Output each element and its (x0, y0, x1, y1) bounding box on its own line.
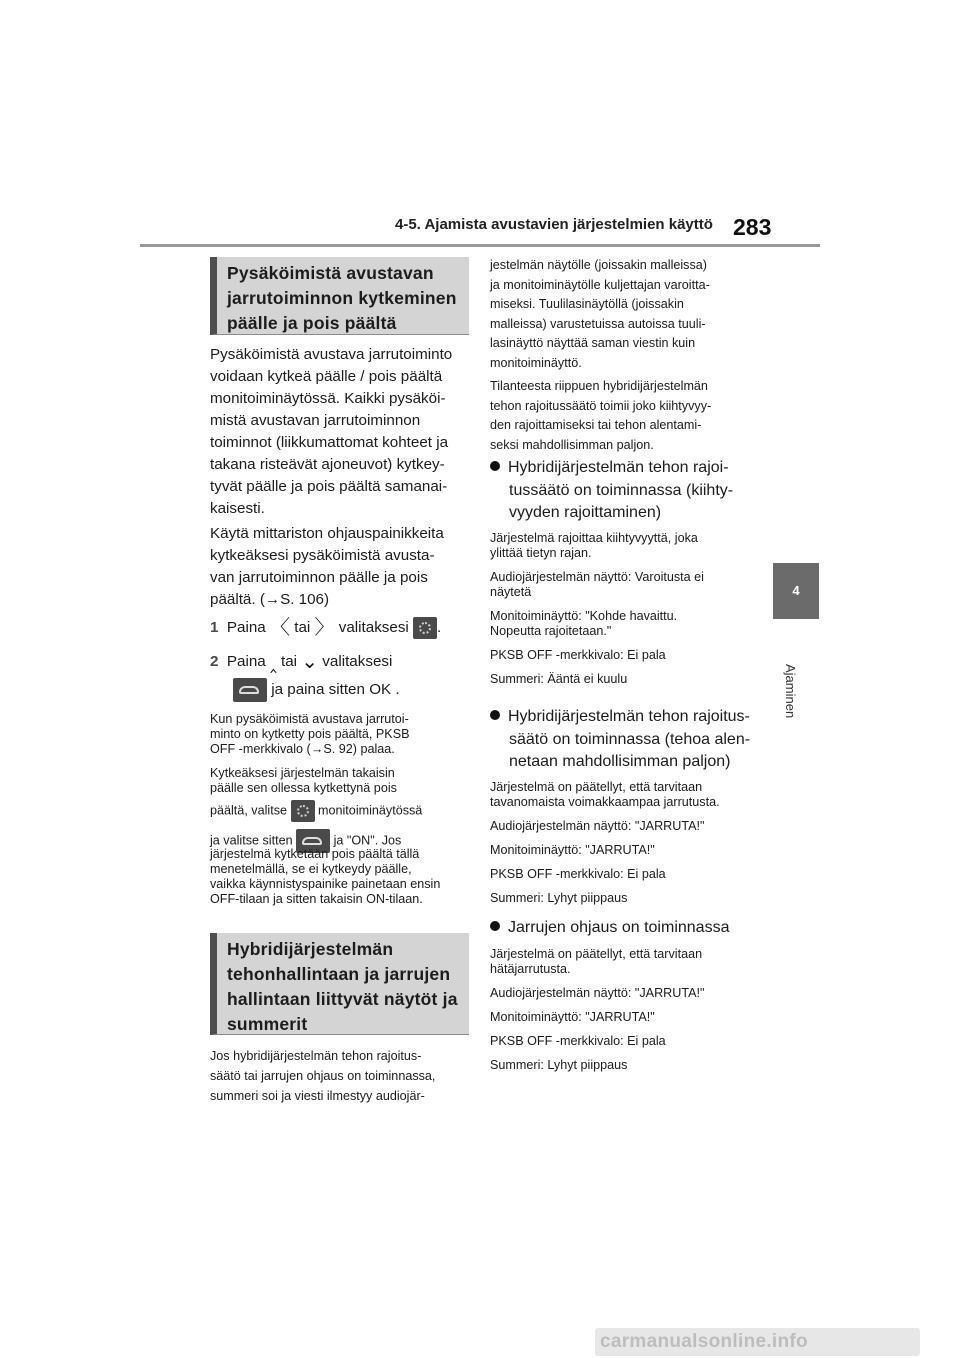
detail-item: Summeri: Lyhyt piippaus (490, 891, 628, 905)
intro-paragraph (210, 344, 472, 520)
text-line: tussäätö on toiminnassa (kiihty- (509, 481, 734, 499)
step-2-continued (233, 678, 473, 702)
text-line: mistä avustavan jarrutoiminnon (210, 412, 421, 429)
text-line: miseksi. Tuulilasinäytöllä (joissakin (490, 297, 684, 311)
heading-line: Hybridijärjestelmän (227, 939, 394, 959)
note-reenable (210, 766, 472, 796)
bullet-2-details (490, 780, 755, 906)
text-line: toiminnot (liikkumattomat kohteet ja (210, 434, 449, 451)
text-line: säätö on toiminnassa (tehoa alen- (509, 730, 751, 748)
text-line: malleissa) varustetuissa autoissa tuuli- (490, 316, 706, 331)
section-heading-parking-brake (210, 257, 469, 335)
chevron-up-icon: ‸ (270, 650, 277, 673)
text-line: hätäjarrutusta. (490, 962, 571, 976)
settings-gear-icon (413, 617, 437, 639)
text-line: Kun pysäköimistä avustava jarrutoi- (210, 712, 409, 726)
continuation-paragraph (490, 256, 755, 373)
step-text: ja paina sitten (271, 681, 365, 699)
text-line: järjestelmä kytketään pois päältä tällä (210, 847, 420, 861)
detail-item: Audiojärjestelmän näyttö: "JARRUTA!" (490, 986, 705, 1000)
text-span: päältä, valitse (210, 803, 288, 818)
text-line: vaikka käynnistyspainike painetaan ensin (210, 877, 441, 891)
chevron-left-icon: 〈 (270, 617, 290, 639)
text-line: Monitoiminäyttö: "Kohde havaittu. (490, 609, 678, 623)
note-reenable-rest (210, 847, 472, 907)
detail-item (490, 531, 755, 561)
text-span: Hybridijärjestelmän tehon rajoi- (508, 459, 729, 476)
text-line: Pysäköimistä avustava jarrutoiminto (210, 346, 453, 363)
text-line: Järjestelmä on päätellyt, että tarvitaan (490, 947, 703, 961)
watermark-text[interactable]: carmanualsonline.info (600, 1331, 808, 1352)
text-line: den rajoittamiseksi tai tehon alentami- (490, 418, 702, 432)
text-line: takana risteävät ajoneuvot) kytkey- (210, 456, 445, 473)
text-line: lasinäyttö näyttää saman viestin kuin (490, 336, 696, 350)
step-text: tai (281, 653, 298, 670)
step-2 (210, 651, 472, 673)
bullet-heading-brake-control (490, 917, 760, 940)
text-line: Järjestelmä on päätellyt, että tarvitaan (490, 780, 703, 794)
step-1 (210, 617, 472, 639)
detail-item: PKSB OFF -merkkivalo: Ei pala (490, 867, 666, 881)
text-line: minto on kytketty pois päältä, PKSB (210, 727, 410, 741)
text-line: OFF-tilaan ja sitten takaisin ON-tilaan. (210, 892, 423, 906)
text-line: vyyden rajoittaminen) (509, 504, 662, 521)
text-line: Käytä mittariston ohjauspainikkeita (210, 525, 444, 542)
text-span: ja valitse sitten (210, 833, 293, 848)
step-text: Paina (226, 653, 266, 670)
text-line: monitoiminäytössä. Kaikki pysäköi- (210, 390, 446, 407)
bullet-3-details (490, 947, 755, 1073)
step-text: . (395, 681, 400, 699)
bullet-icon (490, 461, 500, 471)
heading-line: hallintaan liittyvät näytöt ja (227, 989, 458, 1009)
heading-line: summerit (227, 1014, 308, 1034)
step-number: 1 (210, 619, 219, 637)
header-rule (140, 244, 820, 247)
note-pksb-off (210, 712, 472, 757)
text-line: seksi mahdollisimman paljon. (490, 437, 654, 452)
text-line: OFF -merkkivalo (→S. 92) palaa. (210, 742, 395, 756)
detail-item: Summeri: Lyhyt piippaus (490, 1058, 628, 1072)
text-line: Audiojärjestelmän näyttö: Varoitusta ei (490, 570, 704, 584)
text-line: netaan mahdollisimman paljon) (509, 753, 731, 770)
text-line: kytkeäksesi pysäköimistä avusta- (210, 547, 435, 564)
outro-paragraph (210, 1046, 472, 1106)
detail-item: Monitoiminäyttö: "JARRUTA!" (490, 843, 655, 857)
detail-item: Monitoiminäyttö: "JARRUTA!" (490, 1010, 655, 1024)
text-line: säätö tai jarrujen ohjaus on toiminnassa, (210, 1069, 436, 1083)
text-line: Järjestelmä rajoittaa kiihtyvyyttä, joka (490, 531, 698, 545)
chevron-right-icon: 〉 (314, 617, 335, 639)
text-line: ja monitoiminäytölle kuljettajan varoitta- (490, 277, 710, 292)
detail-item: PKSB OFF -merkkivalo: Ei pala (490, 648, 666, 662)
text-line: van jarrutoiminnon päälle ja pois (210, 569, 428, 586)
text-line: tavanomaista voimakkaampaa jarrutusta. (490, 795, 720, 809)
text-line: Jos hybridijärjestelmän tehon rajoitus- (210, 1049, 422, 1063)
bullet-icon (490, 921, 500, 931)
ok-button-label: OK (369, 681, 392, 699)
bullet-1-details (490, 531, 755, 687)
detail-item (490, 947, 755, 977)
text-line: tehon rajoitussäätö toimii joko kiihtyvyy- (490, 398, 712, 413)
step-text: valitaksesi (322, 653, 393, 670)
text-line: kaisesti. (210, 500, 265, 517)
running-header: 4-5. Ajamista avustavien järjestelmien käyttö (395, 216, 713, 233)
text-line: Nopeutta rajoitetaan." (490, 624, 612, 638)
heading-line: Pysäköimistä avustavan (227, 263, 434, 283)
bullet-icon (490, 710, 500, 720)
bullet-heading-power-reduction (490, 706, 760, 774)
text-line: Kytkeäksesi järjestelmän takaisin (210, 766, 395, 780)
text-span: Hybridijärjestelmän tehon rajoitus- (508, 708, 750, 725)
detail-item (490, 780, 755, 810)
step-text: . (437, 619, 442, 637)
text-line: monitoiminäyttö. (490, 355, 582, 370)
detail-item (490, 609, 755, 639)
detail-item (490, 570, 755, 600)
text-line: päältä. (→S. 106) (210, 591, 330, 608)
text-line: näytetä (490, 585, 532, 599)
step-text: valitaksesi (338, 619, 409, 637)
heading-line: jarrutoiminnon kytkeminen (227, 288, 457, 308)
controls-paragraph (210, 523, 472, 611)
section-heading-hybrid-displays (210, 933, 469, 1035)
text-span: Jarrujen ohjaus on toiminnassa (508, 919, 730, 936)
text-line: ylittää tietyn rajan. (490, 546, 592, 560)
text-line: päälle sen ollessa kytkettynä pois (210, 781, 397, 795)
text-line: summeri soi ja viesti ilmestyy audiojär- (210, 1089, 425, 1103)
text-line: menetelmällä, se ei kytkeydy päälle, (210, 862, 412, 876)
detail-item: Audiojärjestelmän näyttö: "JARRUTA!" (490, 819, 705, 833)
text-line: Tilanteesta riippuen hybridijärjestelmän (490, 379, 708, 393)
heading-line: päälle ja pois päältä (227, 313, 397, 333)
note-reenable-line3 (210, 800, 472, 822)
text-line: jestelmän näytölle (joissakin malleissa) (490, 258, 707, 272)
text-line: voidaan kytkeä päälle / pois päältä (210, 368, 443, 385)
settings-gear-icon (291, 800, 315, 822)
text-span: monitoiminäytössä (318, 803, 423, 818)
car-sensor-icon (233, 678, 267, 702)
detail-item: PKSB OFF -merkkivalo: Ei pala (490, 1034, 666, 1048)
page-number: 283 (733, 214, 772, 240)
step-text: Paina (226, 619, 266, 637)
detail-item: Summeri: Ääntä ei kuulu (490, 672, 628, 686)
text-span: ja "ON". Jos (333, 833, 402, 848)
heading-line: tehonhallintaan ja jarrujen (227, 964, 451, 984)
bullet-heading-acceleration-limit (490, 457, 760, 525)
situation-paragraph (490, 377, 755, 455)
chevron-down-icon: ⌄ (301, 650, 319, 673)
step-number: 2 (210, 653, 219, 670)
step-text: tai (294, 619, 311, 637)
chapter-label: Ajaminen (783, 664, 798, 719)
chapter-tab: 4 (773, 563, 819, 619)
text-line: tyvät päälle ja pois päältä samanai- (210, 478, 448, 495)
